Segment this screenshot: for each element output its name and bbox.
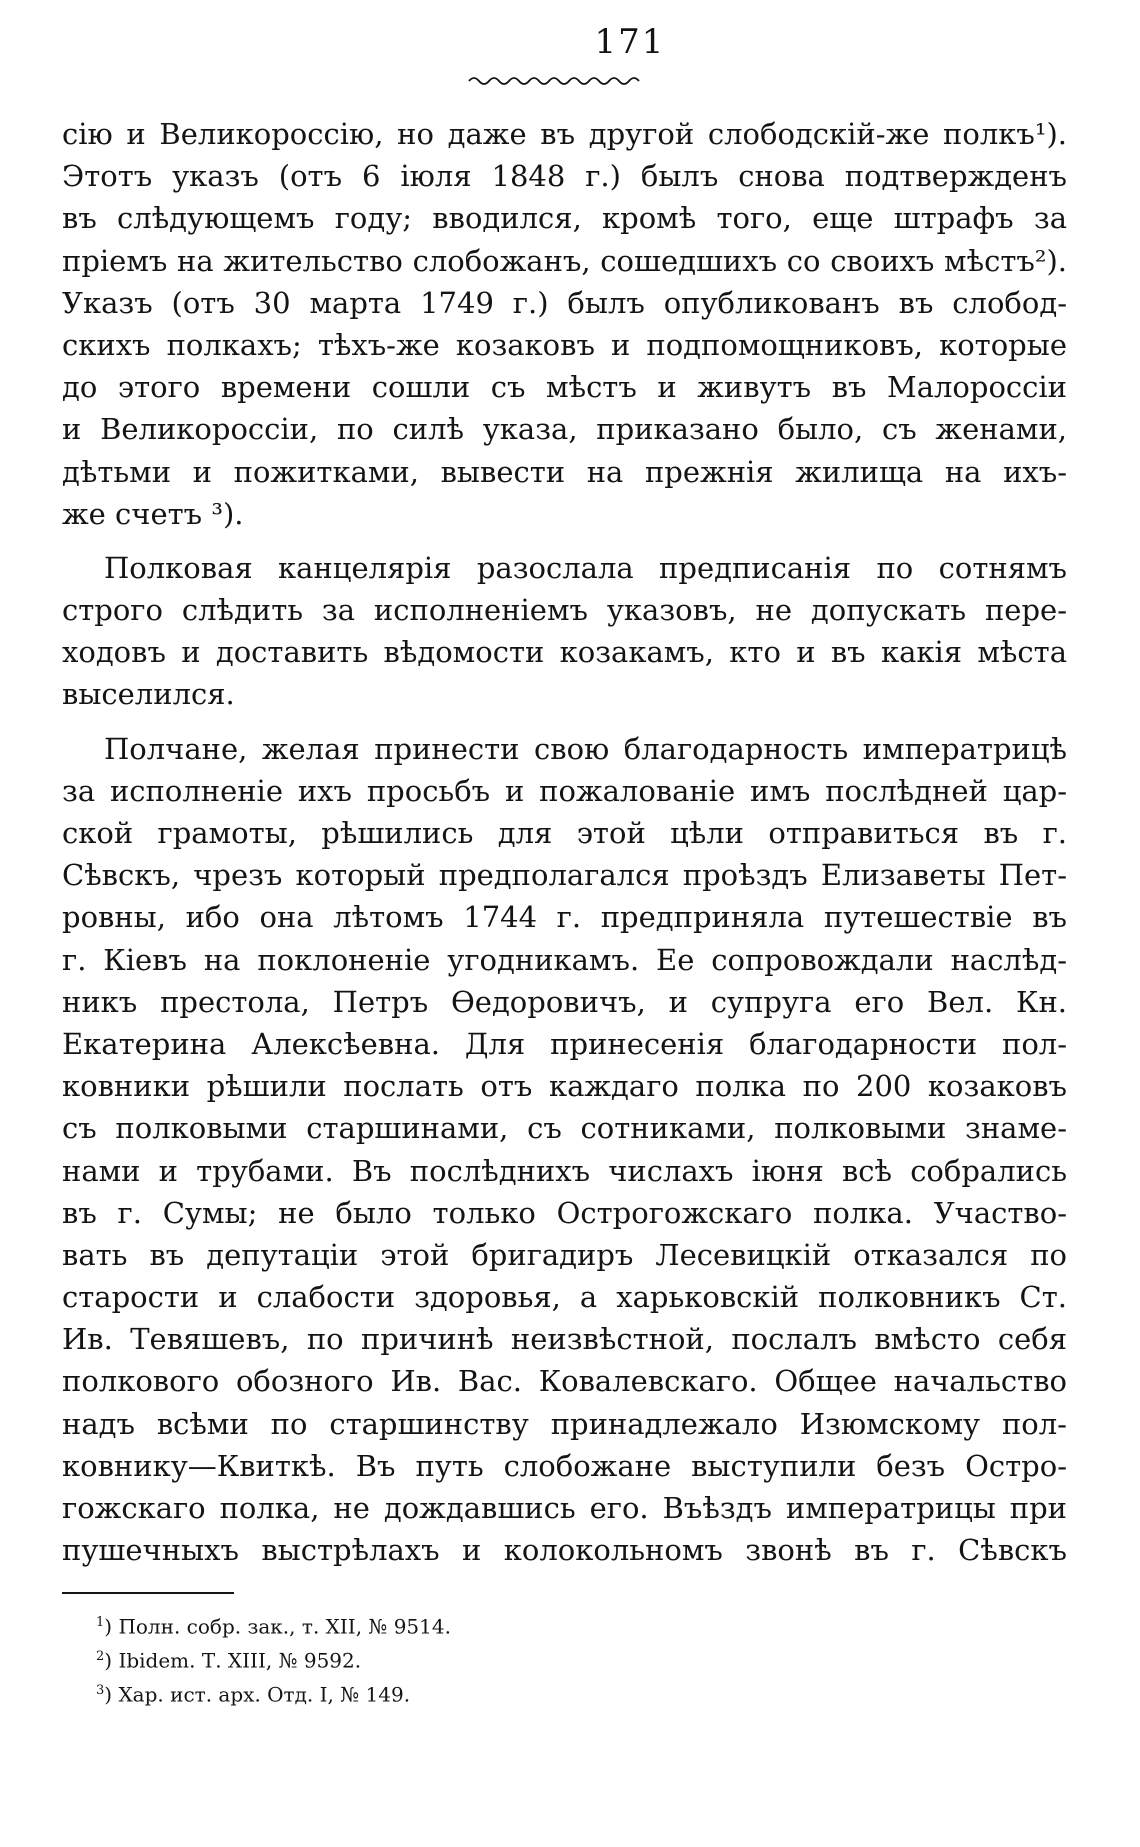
footnotes — [96, 1606, 796, 1708]
text-line: Полковая канцелярія разослала предписанія по сотнямъ — [104, 550, 1067, 585]
text-line: дѣтьми и пожитками, вывести на прежнія жилища на ихъ- — [62, 454, 1067, 489]
paragraph — [62, 113, 1067, 535]
text-line: съ полковыми старшинами, съ сотниками, полковыми знаме- — [62, 1111, 1067, 1146]
footnote-text: ) Ibidem. Т. XIII, № 9592. — [104, 1648, 362, 1673]
paragraph — [62, 547, 1067, 716]
text-line: и Великороссіи, по силѣ указа, приказано было, съ женами, — [62, 412, 1067, 447]
text-line: сію и Великороссію, но даже въ другой слободскій-же полкъ¹). — [62, 117, 1067, 151]
text-line: Сѣвскъ, чрезъ который предполагался проѣздъ Елизаветы Пет- — [62, 858, 1067, 893]
text-line: Этотъ указъ (отъ 6 іюля 1848 г.) былъ снова подтвержденъ — [62, 159, 1067, 194]
text-line: ходовъ и доставить вѣдомости козакамъ, кто и въ какія мѣста — [62, 635, 1067, 670]
footnote-marker: 1 — [96, 1615, 105, 1630]
footnote — [96, 1640, 796, 1674]
footnote-marker: 3 — [96, 1683, 105, 1698]
text-line: ковнику—Квиткѣ. Въ путь слобожане выступили безъ Остро- — [62, 1448, 1067, 1483]
text-line: полкового обозного Ив. Вас. Ковалевскаго. Общее начальство — [62, 1364, 1067, 1399]
text-line: строго слѣдить за исполненіемъ указовъ, не допускать пере- — [62, 593, 1067, 628]
text-line: пріемъ на жительство слобожанъ, сошедшихъ со своихъ мѣстъ²). — [62, 243, 1067, 278]
text-line: старости и слабости здоровья, а харьковскій полковникъ Ст. — [62, 1280, 1067, 1315]
text-line: же счетъ ³). — [62, 496, 244, 531]
text-line: г. Кіевъ на поклоненіе угодникамъ. Ее сопровождали наслѣд- — [62, 942, 1067, 977]
text-line: нами и трубами. Въ послѣднихъ числахъ іюня всѣ собрались — [62, 1153, 1067, 1188]
footnote — [96, 1674, 796, 1708]
paragraph — [62, 728, 1067, 1572]
text-line: вать въ депутаціи этой бригадиръ Лесевицкій отказался по — [62, 1237, 1067, 1272]
text-line: за исполненіе ихъ просьбъ и пожалованіе имъ послѣдней цар- — [62, 773, 1067, 808]
text-line: надъ всѣми по старшинству принадлежало Изюмскому пол- — [62, 1406, 1067, 1441]
footnote-text: ) Полн. собр. зак., т. XII, № 9514. — [104, 1614, 451, 1639]
body-text — [62, 113, 1067, 1571]
footnote-marker: 2 — [96, 1649, 105, 1664]
footnote-text: ) Хар. ист. арх. Отд. I, № 149. — [104, 1682, 411, 1707]
text-line: Полчане, желая принести свою благодарность императрицѣ — [104, 731, 1067, 766]
text-line: никъ престола, Петръ Ѳедоровичъ, и супруга его Вел. Кн. — [62, 984, 1067, 1019]
text-line: пушечныхъ выстрѣлахъ и колокольномъ звонѣ въ г. Сѣвскъ — [62, 1533, 1067, 1568]
page-number: 171 — [594, 22, 666, 62]
text-line: скихъ полкахъ; тѣхъ-же козаковъ и подпомощниковъ, которые — [62, 327, 1067, 362]
wavy-ornament-icon — [467, 74, 643, 88]
text-line: выселился. — [62, 677, 235, 712]
text-line: ской грамоты, рѣшились для этой цѣли отправиться въ г. — [62, 816, 1067, 850]
text-line: въ г. Сумы; не было только Острогожскаго полка. Участво- — [62, 1195, 1067, 1230]
text-line: Указъ (отъ 30 марта 1749 г.) былъ опубликованъ въ слобод- — [62, 285, 1067, 320]
text-line: до этого времени сошли съ мѣстъ и живутъ въ Малороссіи — [62, 370, 1067, 405]
text-line: ровны, ибо она лѣтомъ 1744 г. предприняла путешествіе въ — [62, 900, 1067, 935]
text-line: въ слѣдующемъ году; вводился, кромѣ того, еще штрафъ за — [62, 201, 1067, 236]
text-line: Ив. Тевяшевъ, по причинѣ неизвѣстной, послалъ вмѣсто себя — [62, 1322, 1067, 1357]
footnote — [96, 1606, 796, 1640]
text-line: ковники рѣшили послать отъ каждаго полка по 200 козаковъ — [62, 1069, 1067, 1104]
text-line: гожскаго полка, не дождавшись его. Въѣздъ императрицы при — [62, 1491, 1067, 1525]
text-line: Екатерина Алексѣевна. Для принесенія благодарности пол- — [62, 1026, 1067, 1061]
footnote-divider — [62, 1592, 234, 1594]
